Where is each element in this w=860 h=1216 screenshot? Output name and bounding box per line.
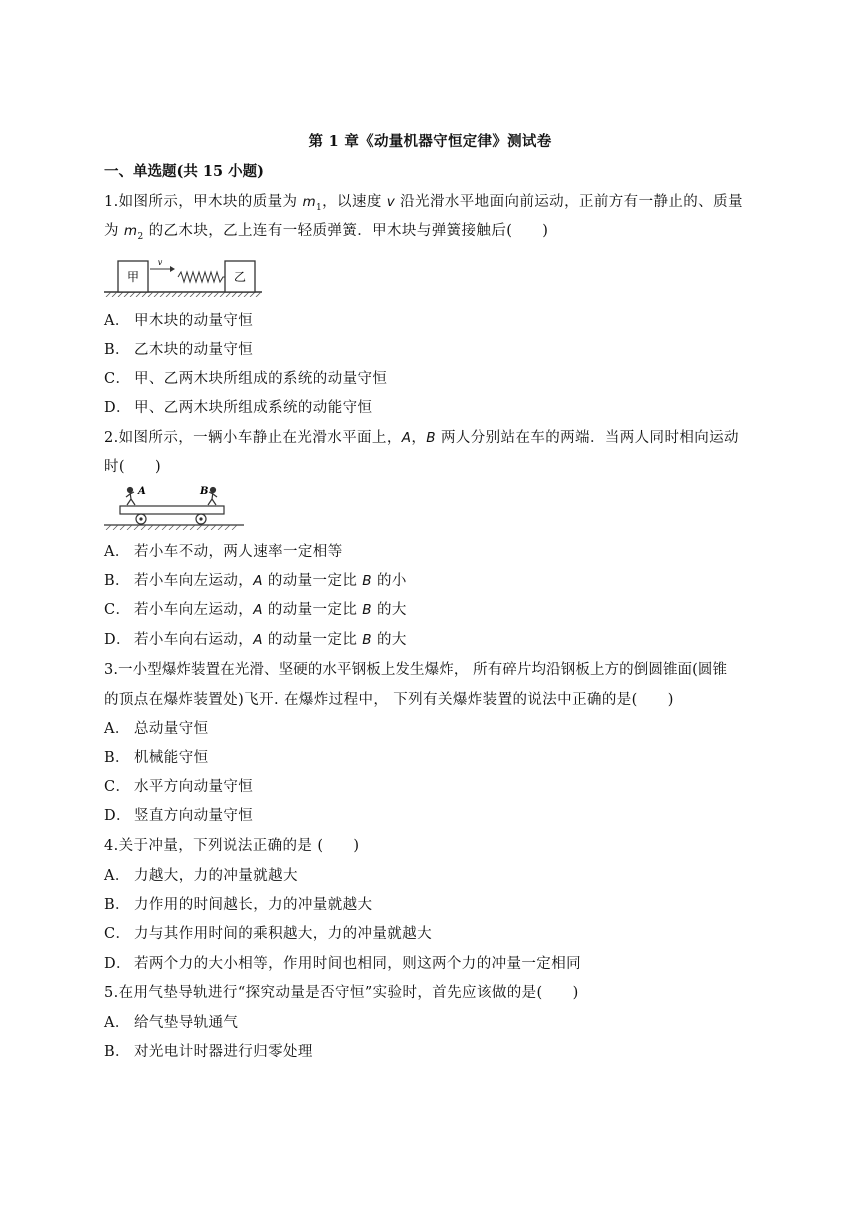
q3-option-a: A． 总动量守恒	[104, 721, 209, 737]
person-a-label: A	[138, 486, 146, 497]
q3-option-b: B． 机械能守恒	[104, 750, 209, 766]
q2-option-d: D． 若小车向右运动，A 的动量一定比 B 的大	[104, 632, 407, 648]
q2-option-a: A． 若小车不动，两人速率一定相等	[104, 544, 343, 560]
section-heading: 一、单选题(共 15 小题)	[104, 163, 264, 180]
q4-option-b: B． 力作用的时间越长，力的冲量就越大	[104, 897, 373, 913]
q4-option-a: A． 力越大，力的冲量就越大	[104, 868, 298, 884]
page-title: 第 1 章《动量机器守恒定律》测试卷	[308, 133, 552, 150]
q1-option-d: D． 甲、乙两木块所组成系统的动能守恒	[104, 400, 373, 416]
block-yi-label: 乙	[233, 270, 247, 284]
q5-option-a: A． 给气垫导轨通气	[104, 1015, 239, 1031]
q4-option-d: D． 若两个力的大小相等，作用时间也相同，则这两个力的冲量一定相同	[104, 956, 581, 972]
question-2-line-1: 2.如图所示，一辆小车静止在光滑水平面上，A，B 两人分别站在车的两端．当两人同时相向运动	[104, 430, 739, 446]
question-2-line-2: 时( )	[104, 459, 162, 475]
question-4-line-1: 4.关于冲量，下列说法正确的是 ( )	[104, 838, 360, 854]
q2-option-b: B． 若小车向左运动，A 的动量一定比 B 的小	[104, 573, 407, 589]
figure-cart-two-people	[104, 480, 244, 530]
q4-option-c: C． 力与其作用时间的乘积越大，力的冲量就越大	[104, 926, 432, 942]
velocity-label: v	[157, 258, 163, 267]
q2-option-c: C． 若小车向左运动，A 的动量一定比 B 的大	[104, 602, 407, 618]
question-3-line-2: 的顶点在爆炸装置处)飞开. 在爆炸过程中， 下列有关爆炸装置的说法中正确的是( )	[104, 692, 674, 708]
question-3-line-1: 3.一小型爆炸装置在光滑、坚硬的水平钢板上发生爆炸， 所有碎片均沿钢板上方的倒圆锥面(圆锥	[104, 662, 728, 678]
block-jia-label: 甲	[126, 270, 140, 284]
q5-option-b: B． 对光电计时器进行归零处理	[104, 1044, 313, 1060]
person-b	[208, 488, 217, 506]
person-a	[126, 488, 135, 506]
q1-option-a: A． 甲木块的动量守恒	[104, 313, 254, 329]
q3-option-d: D． 竖直方向动量守恒	[104, 808, 254, 824]
q1-option-b: B． 乙木块的动量守恒	[104, 342, 254, 358]
question-1-line-2: 为 $m_2$ 的乙木块，乙上连有一轻质弹簧．甲木块与弹簧接触后( )	[104, 223, 549, 242]
question-1-line-1: 1.如图所示，甲木块的质量为 $m_1$，以速度 v 沿光滑水平地面向前运动，正前方有一静止的、质量	[104, 194, 743, 213]
person-b-label: B	[200, 486, 209, 497]
cart-body	[120, 506, 224, 514]
figure-blocks-spring	[104, 255, 262, 297]
q1-option-c: C． 甲、乙两木块所组成的系统的动量守恒	[104, 371, 388, 387]
q3-option-c: C． 水平方向动量守恒	[104, 779, 254, 795]
spring	[178, 272, 225, 282]
question-5-line-1: 5.在用气垫导轨进行“探究动量是否守恒”实验时，首先应该做的是( )	[104, 985, 579, 1001]
